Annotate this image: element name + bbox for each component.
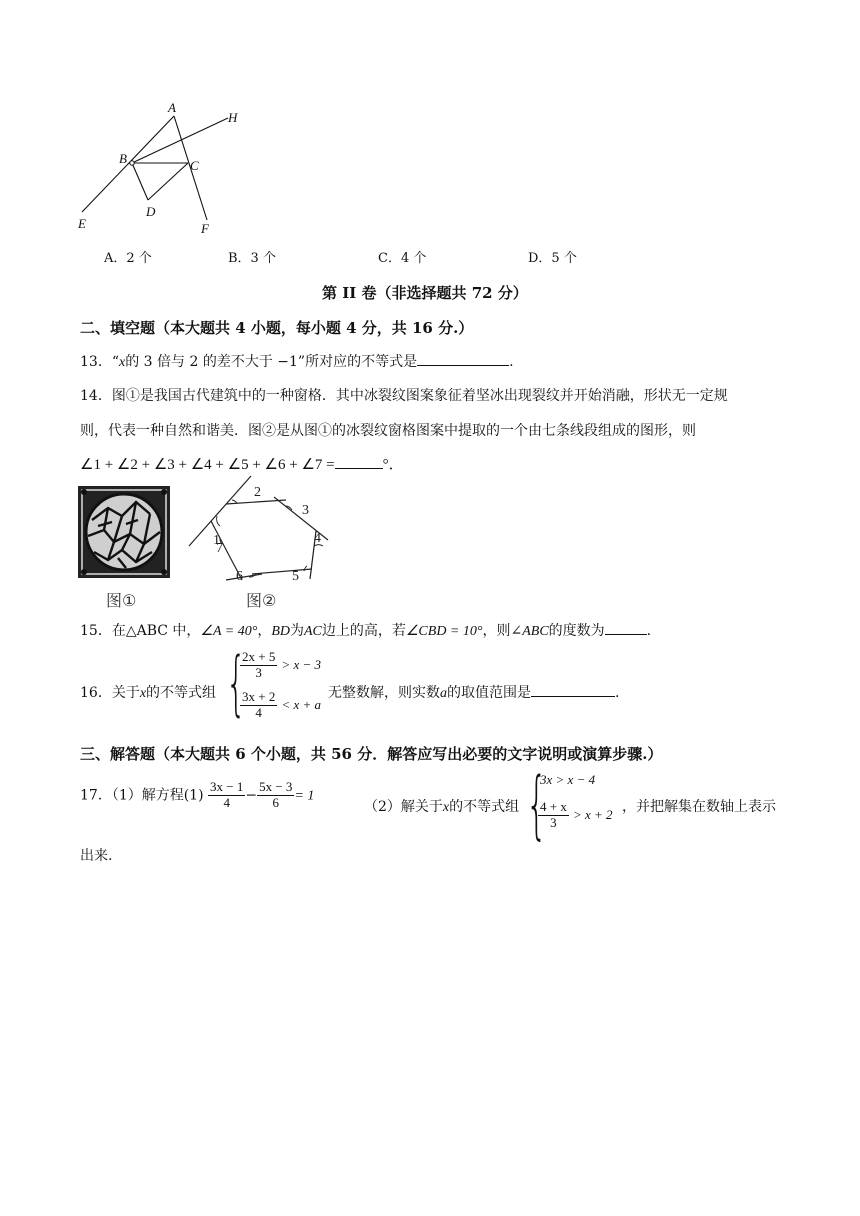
q17-brace: {: [526, 762, 548, 848]
angle-label-5: 5: [292, 569, 299, 584]
label-B: B: [119, 151, 127, 166]
angle-label-4: 4: [314, 531, 321, 546]
q12-geometry-figure: [70, 100, 260, 240]
q12-option-b: B．3 个: [228, 251, 276, 266]
label-C: C: [190, 158, 199, 173]
answer-blank-15[interactable]: [605, 634, 647, 635]
line-B-D: [132, 163, 148, 200]
angle-label-3: 3: [302, 503, 309, 518]
label-E: E: [78, 216, 86, 231]
q12-option-c: C．4 个: [378, 251, 427, 266]
line-D-C: [148, 163, 188, 200]
question-16-text: 16．关于x的不等式组: [80, 685, 217, 701]
question-14-line2: 则，代表一种自然和谐美．图②是从图①的冰裂纹窗格图案中提取的一个由七条线段组成的图形，则: [80, 423, 696, 439]
angle-label-6: 6: [236, 569, 243, 584]
question-17-part2-text: （2）解关于x的不等式组: [364, 799, 520, 815]
q17-inequality-2: $\frac{4 + x}{3}$ > x + 2: [540, 799, 613, 830]
question-16-tail: 无整数解，则实数a的取值范围是 .: [328, 685, 620, 701]
line-E-A: [82, 116, 174, 212]
q16-brace: {: [226, 642, 247, 724]
question-17-line2: 出来.: [80, 848, 113, 864]
seven-segment-figure: [186, 474, 336, 586]
question-15: 15．在△ABC 中，∠A = 40°，BD为AC边上的高，若∠CBD = 10°，则∠ABC的度数为 .: [80, 623, 652, 639]
figure1-caption: 图①: [106, 591, 137, 610]
angle-label-7: 7: [216, 541, 223, 556]
q12-option-a: A．2 个: [104, 251, 152, 266]
angle-label-2: 2: [254, 485, 261, 500]
ice-crack-window-figure: [78, 486, 170, 578]
part3-title: 三、解答题（本大题共 6 个小题，共 56 分．解答应写出必要的文字说明或演算步骤.）: [80, 745, 663, 763]
question-17-part2-suffix: ，并把解集在数轴上表示: [622, 799, 776, 815]
figure2-caption: 图②: [246, 591, 277, 610]
question-13: 13．“x的 3 倍与 2 的差不大于 −1”所对应的不等式是 .: [80, 354, 514, 370]
answer-blank-16[interactable]: [531, 696, 615, 697]
question-14-expression: ∠1 + ∠2 + ∠3 + ∠4 + ∠5 + ∠6 + ∠7 = °．: [80, 457, 404, 473]
question-17-part1: 17．（1）解方程(1) $\frac{3x - 1}{4}$ − $\frac{5x - 3}{6}$ = 1: [80, 779, 315, 810]
section2-header: 第 II 卷（非选择题共 72 分）: [322, 284, 528, 302]
part2-title: 二、填空题（本大题共 4 小题，每小题 4 分，共 16 分.）: [80, 319, 474, 337]
answer-blank-14[interactable]: [335, 468, 383, 469]
label-F: F: [201, 221, 209, 236]
label-A: A: [168, 100, 176, 115]
answer-blank-13[interactable]: [417, 365, 509, 366]
q16-inequality-2: $\frac{3x + 2}{4}$ < x + a: [242, 689, 322, 720]
line-B-H: [132, 118, 228, 163]
label-H: H: [228, 110, 238, 125]
question-14-line1: 14．图①是我国古代建筑中的一种窗格．其中冰裂纹图案象征着坚冰出现裂纹并开始消融，形状无一定规: [80, 388, 728, 404]
angle-label-1: 1: [213, 533, 220, 548]
q12-option-d: D．5 个: [528, 251, 577, 266]
label-D: D: [146, 204, 156, 219]
q17-inequality-1: 3x > x − 4: [540, 772, 596, 787]
q16-inequality-1: $\frac{2x + 5}{3}$ > x − 3: [242, 649, 322, 680]
